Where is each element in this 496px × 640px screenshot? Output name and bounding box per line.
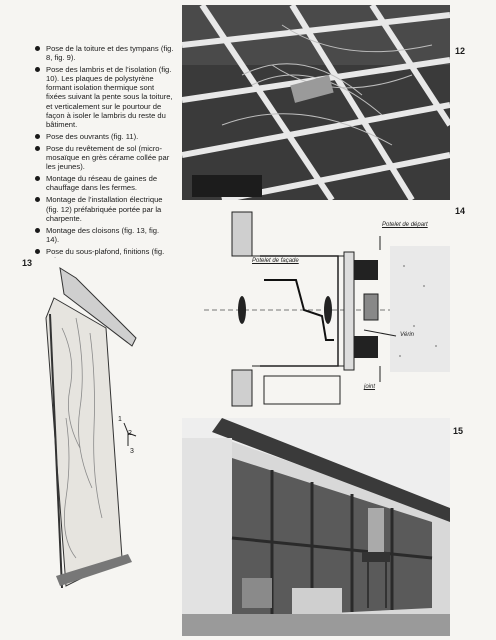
construction-steps-list xyxy=(34,44,174,268)
step-item: Pose du revêtement de sol (micro-mosaïque en grès cérame collée par les jeunes). xyxy=(34,144,174,171)
figure-14-section-drawing xyxy=(204,206,450,412)
figure-12-ceiling-photo xyxy=(182,5,450,200)
arrow-label-2: 2 xyxy=(128,430,132,437)
step-item: Pose du sous-plafond, finitions (fig. xyxy=(34,247,174,265)
label-potelet-facade: Potelet de façade xyxy=(252,258,299,264)
figure-13-panel-drawing xyxy=(36,258,176,598)
figure-number-14: 14 xyxy=(455,206,466,216)
figure-number-15: 15 xyxy=(453,426,464,436)
step-item: Pose des ouvrants (fig. 11). xyxy=(34,132,174,141)
arrow-label-3: 3 xyxy=(130,448,134,455)
step-item: Pose de la toiture et des tympans (fig. 8, fig. 9). xyxy=(34,44,174,62)
label-joint: joint xyxy=(364,384,376,390)
step-item: Montage du réseau de gaines de chauffage dans les fermes. xyxy=(34,174,174,192)
figure-15-building-photo xyxy=(182,418,450,636)
label-potelet-depart: Potelet de départ xyxy=(382,222,428,228)
label-verin: Vérin xyxy=(400,332,415,338)
figure-number-13: 13 xyxy=(22,258,33,268)
step-item: Montage des cloisons (fig. 13, fig. 14). xyxy=(34,226,174,244)
arrow-label-1: 1 xyxy=(118,416,122,423)
step-item: Montage de l’installation électrique (fig. 12) préfabriquée portée par la charpente. xyxy=(34,195,174,222)
figure-number-12: 12 xyxy=(455,46,466,56)
step-item: Pose des lambris et de l’isolation (fig. 10). Les plaques de polystyrène formant isolation thermique sont fixées suivant la pente sous la toiture, et verticalement sur le pourtour de façon à isoler le lambris du reste du bâtiment. xyxy=(34,65,174,129)
